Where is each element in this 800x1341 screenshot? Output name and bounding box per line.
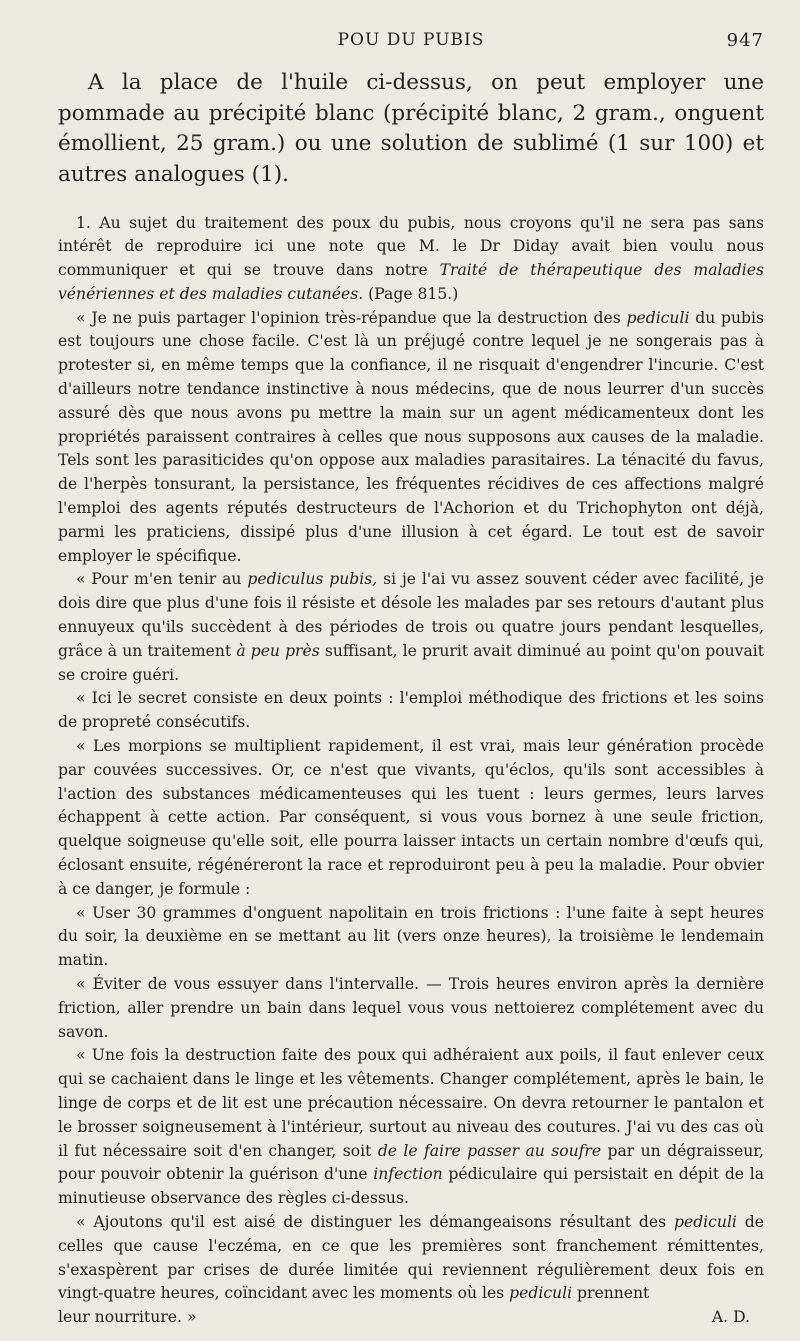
footnote-intro [58,212,764,307]
italic-term: pediculi [626,308,690,327]
italic-term: pediculi [673,1212,737,1231]
quote-paragraph-5: « User 30 grammes d'onguent napolitain en trois frictions : l'une faite à sept heures du soir, la deuxième en se mettant au lit (vers onze heures), la troisième le lendemain matin. [58,903,764,970]
text-run: pédiculaire qui persistait en dépit de la minutieuse observance des règles ci-dessus. [58,1165,764,1208]
text-run: de celles que cause l'eczéma, en ce que les premières sont franchement rémittentes, s'exaspèrent par crises de durée limitée qui reviennent régulièrement deux fois en vingt-quatre heures, coïncidant avec les moments où les [58,1212,764,1303]
italic-term: pediculi [509,1284,573,1303]
text-run: « Je ne puis partager l'opinion très-répandue que la destruction des [76,308,627,327]
page-number: 947 [726,30,764,51]
text-run: suffisant, le prurit avait diminué au point qu'on pouvait se croire guéri. [58,641,764,684]
closing-text: leur nourriture. » [58,1308,197,1327]
quote-paragraph-3: « Ici le secret consiste en deux points : l'emploi méthodique des frictions et les soins de propreté consécutifs. [58,689,764,732]
running-title: POU DU PUBIS [337,30,485,50]
text-run: prennent [572,1284,650,1303]
book-title: Traité de thérapeutique des maladies vénériennes et des maladies cutanées. [58,261,764,303]
text-run: « Pour m'en tenir au [76,570,248,589]
quote-paragraph-2 [58,568,764,687]
text-run: si je l'ai vu assez souvent céder avec facilité, je dois dire que plus d'une fois il résiste et désole les malades par ses retours d'autant plus ennuyeux qu'ils succèdent à des périodes de trois ou quatre jours pendant lesquelles, grâce à un traitement [58,570,764,660]
running-header [58,30,764,60]
quote-paragraph-4: « Les morpions se multiplient rapidement, il est vrai, mais leur génération procède par couvées successives. Or, ce n'est que vivants, qu'éclos, qu'ils sont accessibles à l'action des substances médicamenteuses qui les tuent : leurs germes, leurs larves échappent à cette action. Par conséquent, si vous vous bornez à une seule friction, quelque soigneuse qu'elle soit, elle pourra laisser intacts un certain nombre d'œufs qui, éclosant ensuite, régénéreront la race et reproduiront peu à peu la maladie. Pour obvier à ce danger, je formule : [58,737,764,898]
footnote [58,212,764,1330]
italic-term: infection [373,1165,443,1184]
quote-paragraph-7 [58,1044,764,1211]
lead-paragraph: A la place de l'huile ci-dessus, on peut employer une pommade au précipité blanc (précipité blanc, 2 gram., onguent émollient, 25 gram.) ou une solution de sublimé (1 sur 100) et autres analogues (1). [58,70,764,187]
closing-line [58,1306,764,1330]
text-run: par un dégraisseur, pour pouvoir obtenir la guérison d'une [58,1141,764,1184]
italic-term: de le faire passer au soufre [377,1141,602,1160]
text-run: « Une fois la destruction faite des poux qui adhéraient aux poils, il faut enlever ceux qui se cachaient dans le linge et les vêtements. Changer complétement, après le bain, le linge de corps et de lit est une précaution nécessaire. On devra retourner le pantalon et le brosser soigneusement à l'intérieur, surtout au niveau des coutures. J'ai vu des cas où il fut nécessaire soit d'en changer, soit [58,1046,764,1160]
quote-paragraph-6: « Éviter de vous essuyer dans l'intervalle. — Trois heures environ après la dernière friction, aller prendre un bain dans lequel vous vous nettoierez complétement avec du savon. [58,975,764,1041]
footnote-intro-text: 1. Au sujet du traitement des poux du pubis, nous croyons qu'il ne sera pas sans intérêt de reproduire ici une note que M. le Dr Diday avait bien voulu nous communiquer et qui se trouve dans notre [58,213,764,280]
text-run: du pubis est toujours une chose facile. C'est là un préjugé contre lequel je ne songerais pas à protester si, en même temps que la confiance, il ne risquait d'engendrer l'incurie. C'est d'ailleurs notre tendance instinctive à nous médecins, que de nous leurrer d'un succès assuré dès que nous avons pu mettre la main sur un agent médicamenteux dont les propriétés paraissent contraires à celles que nous supposons aux causes de la maladie. Tels sont les parasiticides qu'on oppose aux maladies parasitaires. La ténacité du favus, de l'herpès tonsurant, la persistance, les fréquentes récidives de ces affections malgré l'emploi des agents réputés destructeurs de l'Achorion et du Trichophyton ont déjà, parmi les praticiens, dissipé plus d'une illusion à cet égard. Le tout est de savoir employer le spécifique. [58,308,765,565]
page-reference: (Page 815.) [363,284,459,303]
italic-term: à peu près [236,641,320,660]
italic-term: pediculus pubis, [247,570,378,589]
quote-paragraph-8 [58,1211,764,1306]
quote-paragraph-1 [58,307,764,569]
text-run: « Ajoutons qu'il est aisé de distinguer les démangeaisons résultant des [76,1212,674,1231]
signature: A. D. [711,1308,750,1327]
